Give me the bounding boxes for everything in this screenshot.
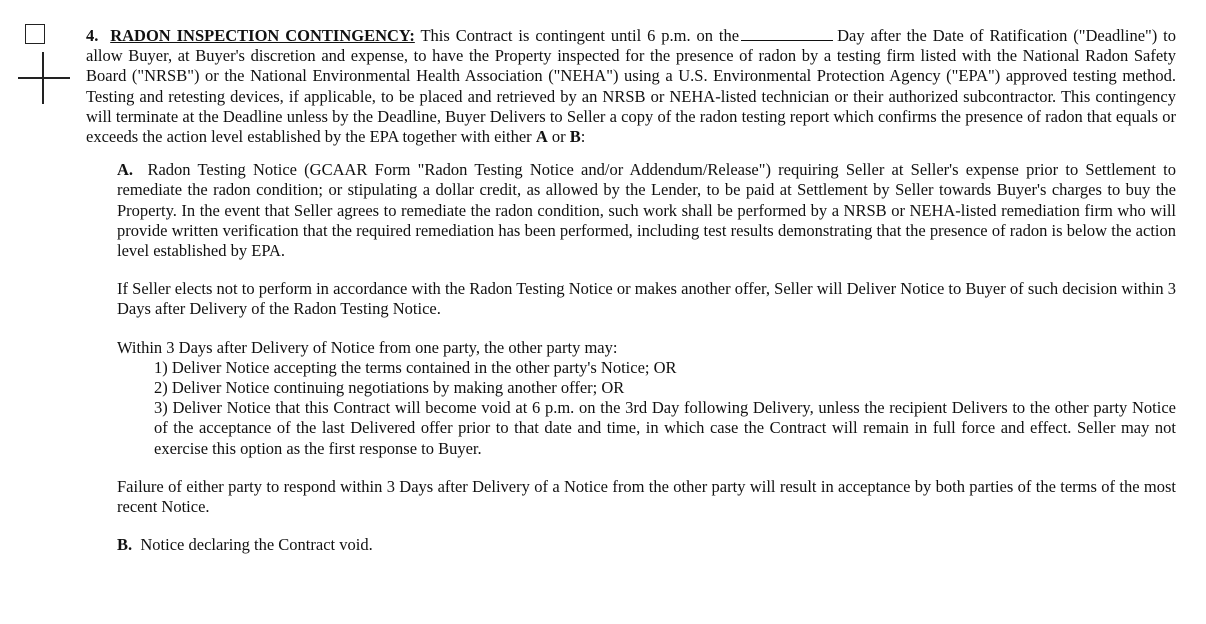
within-block — [117, 338, 1176, 459]
option-b-label: B. — [117, 535, 133, 555]
failure-paragraph: Failure of either party to respond within 3 Days after Delivery of a Notice from the other party will result in acceptance by both parties of the terms of the most recent Notice. — [117, 476, 1176, 517]
option-b-ref: B — [569, 127, 581, 147]
intro-end: : — [580, 127, 586, 147]
option-a-ref: A — [535, 127, 548, 147]
radon-contingency-section — [86, 26, 1176, 555]
list-item: 3) Deliver Notice that this Contract will become void at 6 p.m. on the 3rd Day following Delivery, unless the recipient Delivers to the other party Notice of the acceptance of the last Delivered offer prior to that date and time, in which case the Contract will remain in full force and effect. Seller may not exercise this option as the first response to Buyer. — [154, 398, 1176, 458]
intro-text-start: This Contract is contingent until 6 p.m. on the — [420, 26, 740, 45]
deadline-days-blank-field[interactable] — [741, 26, 833, 41]
crosshair-mark-icon — [18, 52, 70, 104]
response-options-list — [154, 358, 1176, 459]
section-checkbox[interactable] — [25, 24, 45, 44]
within-paragraph: Within 3 Days after Delivery of Notice from one party, the other party may: — [117, 337, 618, 357]
section-number: 4. — [86, 26, 99, 45]
option-b-text: Notice declaring the Contract void. — [140, 535, 373, 555]
intro-text-body: Day after the Date of Ratification ("Deadline") to allow Buyer, at Buyer's discretion and expense, to have the Property inspected for the presence of radon by a testing firm listed with the National Radon Safety Board ("NRSB") or the National Environmental Health Association ("NEHA") using a U.S. Environmental Protection Agency ("EPA") approved testing method. Testing and retesting devices, if applicable, to be placed and retrieved by an NRSB or NEHA-listed technician or their authorized subcontractor. This contingency will terminate at the Deadline unless by the Deadline, Buyer Delivers to Seller a copy of the radon testing report which confirms the presence of radon that equals or exceeds the action level established by the EPA together with either — [86, 26, 1177, 147]
option-a-text: Radon Testing Notice (GCAAR Form "Radon Testing Notice and/or Addendum/Release") requiring Seller at Seller's expense prior to Settlement to remediate the radon condition; or stipulating a dollar credit, as allowed by the Lender, to be paid at Settlement by Seller towards Buyer's charges to buy the Property. In the event that Seller agrees to remediate the radon condition, such work shall be performed by a NRSB or NEHA-listed remediation firm who will provide written verification that the required remediation has been performed, including test results demonstrating that the presence of radon is below the action level established by EPA. — [117, 160, 1177, 261]
option-b-paragraph — [117, 535, 1176, 555]
option-a-label: A. — [117, 160, 134, 180]
list-item: 1) Deliver Notice accepting the terms contained in the other party's Notice; OR — [154, 357, 677, 377]
list-item: 2) Deliver Notice continuing negotiations by making another offer; OR — [154, 378, 625, 398]
section-intro-paragraph — [86, 26, 1176, 147]
section-heading: RADON INSPECTION CONTINGENCY: — [110, 26, 415, 45]
option-a-paragraph — [117, 160, 1176, 261]
or-word: or — [551, 127, 566, 147]
seller-elects-paragraph: If Seller elects not to perform in accordance with the Radon Testing Notice or makes another offer, Seller will Deliver Notice to Buyer of such decision within 3 Days after Delivery of the Radon Testing Notice. — [117, 279, 1176, 319]
